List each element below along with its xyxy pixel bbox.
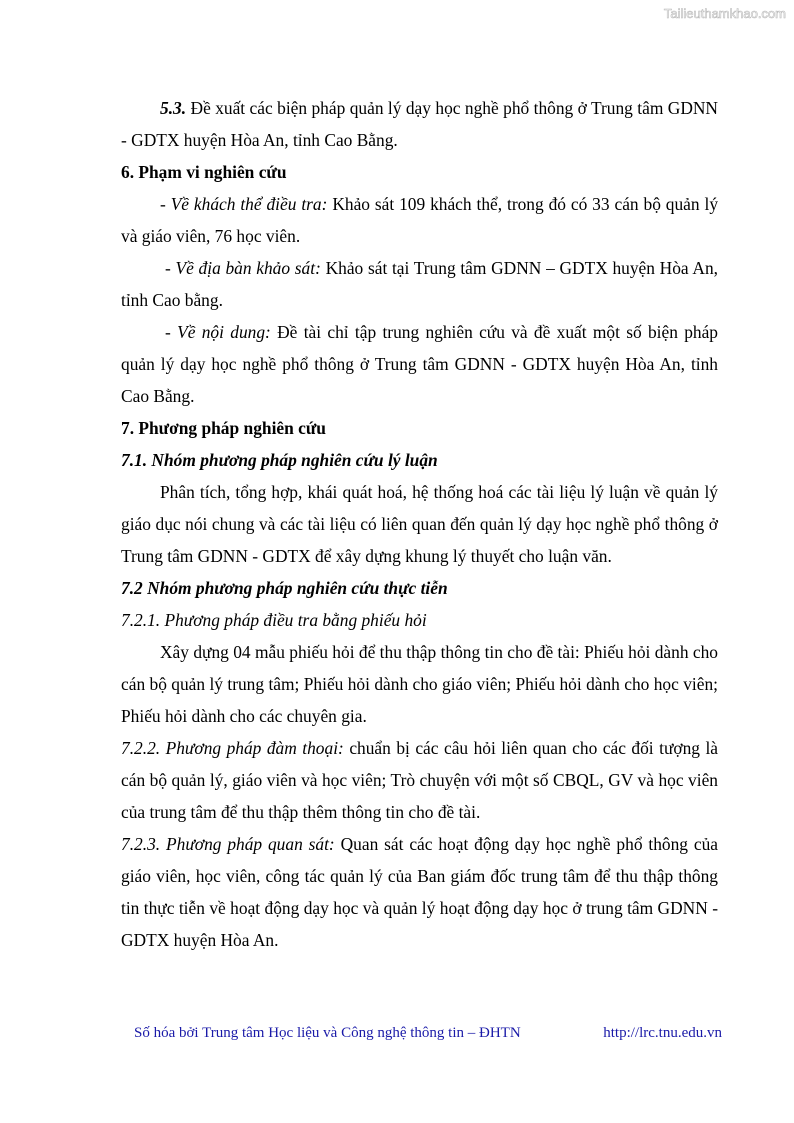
section-7-1-heading: 7.1. Nhóm phương pháp nghiên cứu lý luận (121, 450, 438, 470)
document-body (121, 92, 718, 956)
dash: - (160, 194, 171, 214)
scope-item-area (121, 252, 718, 316)
section-7-2-heading: 7.2 Nhóm phương pháp nghiên cứu thực tiễn (121, 578, 448, 598)
scope-item-subjects (121, 188, 718, 252)
section-7-1-text: Phân tích, tổng hợp, khái quát hoá, hệ thống hoá các tài liệu lý luận về quản lý giáo dục nói chung và các tài liệu có liên quan đến quản lý dạy học nghề phổ thông ở Trung tâm GDNN - GDTX để xây dựng khung lý thuyết cho luận văn. (121, 482, 718, 566)
section-7-2-3-label: 7.2.3. Phương pháp quan sát: (121, 834, 335, 854)
scope-text: Khảo sát 109 khách thể, trong đó có 33 cán bộ quản lý và giáo viên, 76 học viên. (121, 194, 719, 246)
section-5-3-text: Đề xuất các biện pháp quản lý dạy học nghề phổ thông ở Trung tâm GDNN - GDTX huyện Hòa An, tỉnh Cao Bằng. (121, 98, 718, 150)
section-7-2-1-heading: 7.2.1. Phương pháp điều tra bằng phiếu hỏi (121, 610, 427, 630)
section-6-heading: 6. Phạm vi nghiên cứu (121, 162, 287, 182)
section-7-2-2-text: chuẩn bị các câu hỏi liên quan cho các đối tượng là cán bộ quản lý, giáo viên và học viên; Trò chuyện với một số CBQL, GV và học viên của trung tâm để thu thập thêm thông tin cho đề tài. (121, 738, 718, 822)
footer-url[interactable]: http://lrc.tnu.edu.vn (603, 1025, 722, 1041)
section-7-2-1-text: Xây dựng 04 mẫu phiếu hỏi để thu thập thông tin cho đề tài: Phiếu hỏi dành cho cán bộ quản lý trung tâm; Phiếu hỏi dành cho giáo viên; Phiếu hỏi dành cho học viên; Phiếu hỏi dành cho các chuyên gia. (121, 642, 718, 726)
scope-text: Khảo sát tại Trung tâm GDNN – GDTX huyện Hòa An, tỉnh Cao bằng. (121, 258, 718, 310)
scope-label: Về địa bàn khảo sát: (175, 258, 321, 278)
section-5-3-number: 5.3. (160, 98, 187, 118)
section-5-3 (121, 92, 718, 156)
section-7-heading: 7. Phương pháp nghiên cứu (121, 418, 326, 438)
section-7-2-3-text: Quan sát các hoạt động dạy học nghề phổ thông của giáo viên, học viên, công tác quản lý của Ban giám đốc trung tâm để thu thập thông tin thực tiễn về hoạt động dạy học và quản lý hoạt động dạy học ở trung tâm GDNN - GDTX huyện Hòa An. (121, 834, 718, 950)
page-footer (134, 1025, 722, 1042)
scope-label: Về nội dung: (177, 322, 271, 342)
scope-item-content (121, 316, 718, 412)
scope-label: Về khách thể điều tra: (170, 194, 328, 214)
section-7-2-2 (121, 732, 718, 828)
dash: - (165, 322, 178, 342)
watermark: Tailieuthamkhao.com (663, 6, 786, 21)
footer-credit: Số hóa bởi Trung tâm Học liệu và Công nghệ thông tin – ĐHTN (134, 1025, 521, 1041)
scope-text: Đề tài chỉ tập trung nghiên cứu và đề xuất một số biện pháp quản lý dạy học nghề phổ thông ở Trung tâm GDNN - GDTX huyện Hòa An, tỉnh Cao Bằng. (121, 322, 719, 406)
section-7-2-3 (121, 828, 718, 956)
section-7-2-2-label: 7.2.2. Phương pháp đàm thoại: (121, 738, 344, 758)
dash: - (165, 258, 176, 278)
